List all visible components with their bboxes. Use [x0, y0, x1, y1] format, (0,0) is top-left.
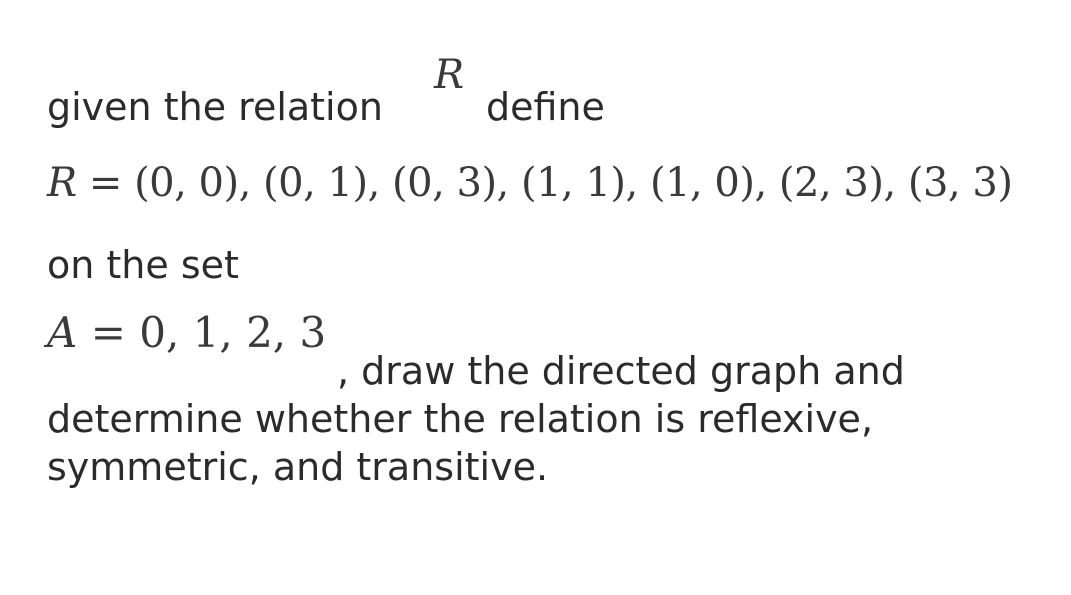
- question-intro-text: given the relation: [47, 85, 383, 129]
- relation-symbol: [434, 52, 465, 98]
- set-definition-lhs: A: [47, 308, 78, 357]
- relation-definition-rhs: = (0, 0), (0, 1), (0, 3), (1, 1), (1, 0), (2, 3), (3, 3): [76, 160, 1013, 206]
- instruction-line-1: , draw the directed graph and: [337, 349, 905, 393]
- relation-definition-lhs: R: [47, 160, 77, 206]
- set-definition: [47, 308, 327, 357]
- instruction-paragraph: [47, 349, 905, 496]
- relation-definition: [47, 160, 1013, 206]
- instruction-line-2: determine whether the relation is reflexive,: [47, 397, 874, 441]
- set-definition-rhs: = 0, 1, 2, 3: [77, 308, 327, 357]
- set-intro-text: on the set: [47, 243, 239, 287]
- instruction-line-3: symmetric, and transitive.: [47, 445, 549, 489]
- relation-symbol-variable: R: [434, 52, 465, 98]
- define-text: define: [486, 85, 605, 129]
